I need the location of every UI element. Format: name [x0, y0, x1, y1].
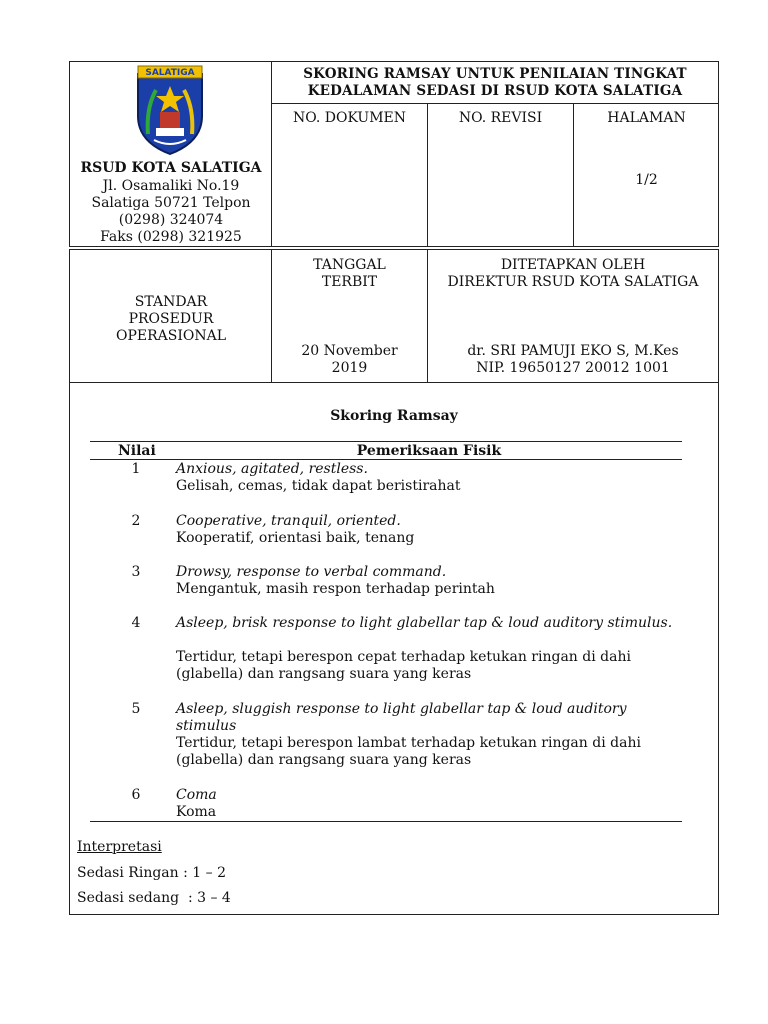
ditetapkan-label: DITETAPKAN OLEH — [500, 257, 646, 273]
sop-label: OPERASIONAL — [115, 328, 227, 344]
signer-nip: NIP. 19650127 20012 1001 — [476, 360, 670, 376]
row-english-text: Asleep, sluggish response to light glabellar tap & loud auditory stimulus — [176, 701, 627, 734]
table-row — [90, 513, 680, 553]
halaman-label: HALAMAN — [607, 110, 686, 126]
interpretasi-title: Interpretasi — [77, 839, 162, 855]
pemeriksaan-header: Pemeriksaan Fisik — [356, 443, 502, 459]
table-row — [90, 461, 680, 501]
row-english-text: Anxious, agitated, restless. — [176, 461, 368, 477]
row-indonesian-text: Tertidur, tetapi berespon lambat terhadap ketukan ringan di dahi (glabella) dan rangsang suara yang keras — [176, 735, 641, 768]
section-title: Skoring Ramsay — [330, 408, 458, 424]
row-indonesian-text: Kooperatif, orientasi baik, tenang — [176, 530, 415, 546]
row-english-text: Asleep, brisk response to light glabellar tap & loud auditory stimulus. — [176, 615, 673, 631]
signer-name: dr. SRI PAMUJI EKO S, M.Kes — [467, 343, 679, 359]
row-indonesian-text: Tertidur, tetapi berespon cepat terhadap ketukan ringan di dahi (glabella) dan rangsang suara yang keras — [176, 649, 631, 682]
address-line: (0298) 324074 — [118, 212, 224, 228]
ditetapkan-label: DIREKTUR RSUD KOTA SALATIGA — [447, 274, 699, 290]
nilai-value: 6 — [131, 787, 141, 803]
table-row — [90, 787, 680, 823]
header-title-divider — [271, 103, 719, 104]
no-revisi-label: NO. REVISI — [458, 110, 543, 126]
address-line: Jl. Osamaliki No.19 — [102, 178, 240, 194]
address-line: Faks (0298) 321925 — [100, 229, 242, 245]
table-top-rule — [90, 441, 682, 442]
row-english-text: Cooperative, tranquil, oriented. — [176, 513, 401, 529]
logo-text: SALATIGA — [145, 68, 195, 78]
row-indonesian-text: Gelisah, cemas, tidak dapat beristirahat — [176, 478, 461, 494]
nilai-value: 1 — [131, 461, 141, 477]
table-row — [90, 564, 680, 604]
document-title: SKORING RAMSAY UNTUK PENILAIAN TINGKAT — [303, 66, 687, 82]
table-row — [90, 701, 680, 773]
nilai-value: 3 — [131, 564, 141, 580]
interpretasi-item: Sedasi Ringan : 1 – 2 — [77, 865, 226, 881]
address-line: Salatiga 50721 Telpon — [91, 195, 251, 211]
row-indonesian-text: Mengantuk, masih respon terhadap perintah — [176, 581, 495, 597]
nilai-value: 4 — [131, 615, 141, 631]
row-english-text: Coma — [176, 787, 217, 803]
document-title: KEDALAMAN SEDASI DI RSUD KOTA SALATIGA — [307, 83, 683, 99]
sop-label: STANDAR — [134, 294, 208, 310]
table-header-rule — [90, 459, 682, 460]
hospital-name: RSUD KOTA SALATIGA — [80, 160, 262, 176]
nilai-value: 2 — [131, 513, 141, 529]
row-indonesian-text: Koma — [176, 804, 217, 820]
row-english-text: Drowsy, response to verbal command. — [176, 564, 447, 580]
halaman-value: 1/2 — [635, 172, 658, 188]
tanggal-terbit-value: 2019 — [331, 360, 368, 376]
table-bottom-rule — [90, 821, 682, 822]
tanggal-terbit-label: TANGGAL — [313, 257, 386, 273]
tanggal-terbit-label: TERBIT — [321, 274, 378, 290]
sop-label: PROSEDUR — [128, 311, 214, 327]
no-dokumen-label: NO. DOKUMEN — [292, 110, 407, 126]
nilai-value: 5 — [131, 701, 141, 717]
salatiga-crest-logo — [134, 64, 206, 156]
nilai-header: Nilai — [118, 443, 156, 459]
interpretasi-item: Sedasi sedang : 3 – 4 — [77, 890, 231, 906]
table-row — [90, 615, 680, 687]
tanggal-terbit-value: 20 November — [301, 343, 398, 359]
